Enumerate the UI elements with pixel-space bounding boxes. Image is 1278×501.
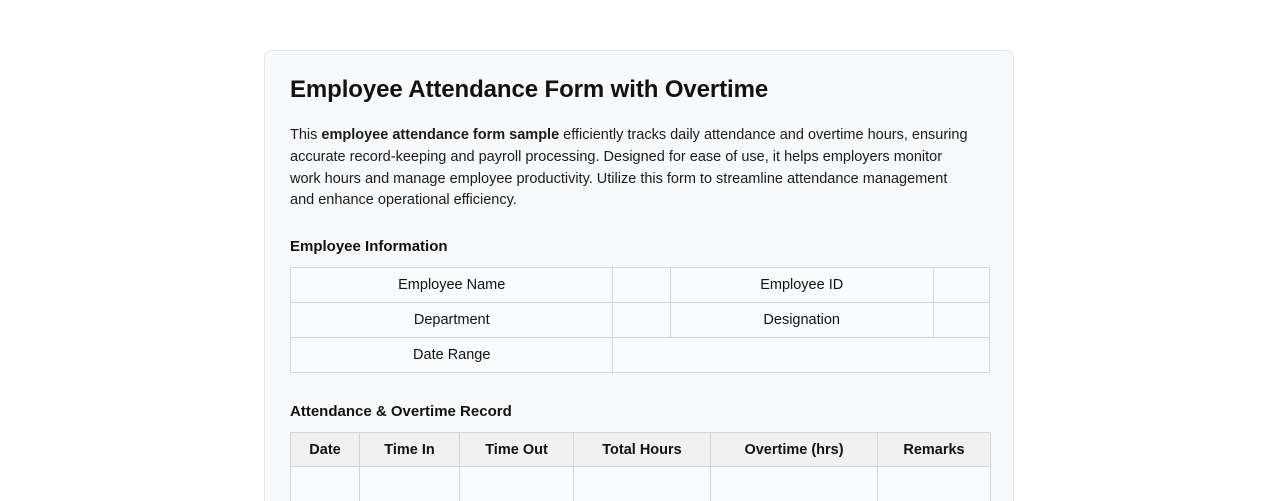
attendance-overtime-record-table xyxy=(290,432,991,501)
cell-remarks[interactable] xyxy=(878,467,991,501)
intro-lead-text: This xyxy=(290,127,322,143)
label-designation: Designation xyxy=(670,303,933,338)
column-header-time-in: Time In xyxy=(360,433,460,467)
section-heading-employee-information: Employee Information xyxy=(290,238,448,255)
attendance-form-card xyxy=(264,50,1014,501)
label-department: Department xyxy=(291,303,613,338)
table-header-row xyxy=(291,433,991,467)
field-employee-id[interactable] xyxy=(933,268,989,303)
employee-information-table xyxy=(290,267,990,373)
page-title: Employee Attendance Form with Overtime xyxy=(290,76,769,103)
cell-time-in[interactable] xyxy=(360,467,460,501)
label-employee-id: Employee ID xyxy=(670,268,933,303)
table-row xyxy=(291,338,990,373)
intro-emphasis-text: employee attendance form sample xyxy=(321,127,560,143)
cell-date[interactable] xyxy=(291,467,360,501)
column-header-overtime-hrs: Overtime (hrs) xyxy=(711,433,878,467)
table-row xyxy=(291,303,990,338)
field-date-range[interactable] xyxy=(613,338,990,373)
cell-overtime-hrs[interactable] xyxy=(711,467,878,501)
label-date-range: Date Range xyxy=(291,338,613,373)
column-header-remarks: Remarks xyxy=(878,433,991,467)
table-row xyxy=(291,467,991,501)
column-header-time-out: Time Out xyxy=(460,433,574,467)
column-header-total-hours: Total Hours xyxy=(574,433,711,467)
column-header-date: Date xyxy=(291,433,360,467)
field-employee-name[interactable] xyxy=(613,268,670,303)
intro-rest-text: efficiently tracks daily attendance and overtime hours, ensuring accurate record-keeping and payroll processing. Designed for ease of use, it helps employers monitor work hours and manage employee productivity. Utilize this form to streamline attendance management and enhance operational efficiency. xyxy=(290,127,968,209)
field-designation[interactable] xyxy=(933,303,989,338)
form-description xyxy=(290,125,974,212)
label-employee-name: Employee Name xyxy=(291,268,613,303)
section-heading-attendance-record: Attendance & Overtime Record xyxy=(290,403,512,420)
cell-time-out[interactable] xyxy=(460,467,574,501)
field-department[interactable] xyxy=(613,303,670,338)
cell-total-hours[interactable] xyxy=(574,467,711,501)
table-row xyxy=(291,268,990,303)
